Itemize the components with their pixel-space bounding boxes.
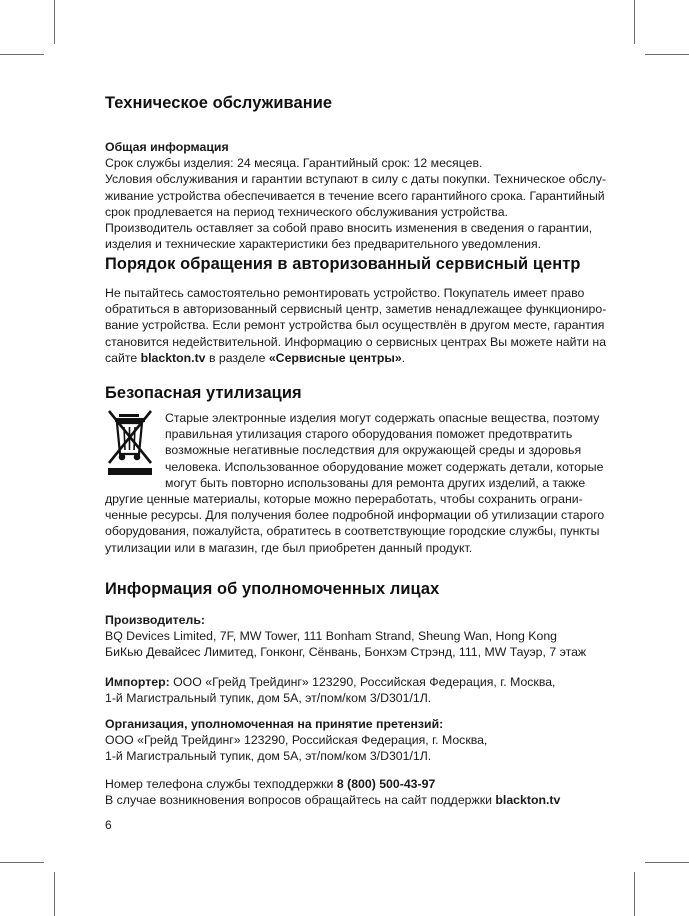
maintenance-section <box>105 94 607 252</box>
paragraph-line: Производитель оставляет за собой право вносить изменения в сведения о гарантии, <box>105 221 593 236</box>
page-number: 6 <box>105 818 112 832</box>
authorized-section <box>105 580 605 808</box>
paragraph-line: вание устройства. Если ремонт устройства был осуществлён в другом месте, гарантия <box>105 318 605 333</box>
crop-mark <box>645 862 689 863</box>
importer-text: ООО «Грейд Трейдинг» 123290, Российская Федерация, г. Москва, <box>169 675 556 689</box>
manufacturer-label: Производитель: <box>105 613 205 627</box>
section-title: Безопасная утилизация <box>105 384 302 402</box>
paragraph-line: возможные негативные последствия для окружающей среды и здоровья <box>165 443 582 458</box>
disposal-section <box>105 384 605 555</box>
paragraph-line: оборудования, пожалуйста, обратитесь в соответствующие городские службы, пункты <box>105 524 600 539</box>
paragraph-line: изделия и технические характеристики без предварительного уведомления. <box>105 237 542 252</box>
service-section <box>105 255 607 365</box>
paragraph-line: BQ Devices Limited, 7F, MW Tower, 111 Bonham Strand, Sheung Wan, Hong Kong <box>105 629 558 644</box>
paragraph-line: Условия обслуживания и гарантии вступают в силу с даты покупки. Техническое обслу- <box>105 172 607 187</box>
paragraph-line: человека. Использованное оборудование может содержать детали, которые <box>165 459 604 474</box>
paragraph-line: 1-й Магистральный тупик, дом 5А, эт/пом/ком 3/D301/1Л. <box>105 749 432 764</box>
paragraph-line: утилизации или в магазин, где был приобретен данный продукт. <box>105 540 473 555</box>
paragraph-line: ченные ресурсы. Для получения более подробной информации об утилизации старого <box>105 508 605 523</box>
section-title: Информация об уполномоченных лицах <box>105 580 440 598</box>
importer-label: Импортер: <box>105 675 170 689</box>
crop-mark <box>634 0 635 44</box>
paragraph-line: другие ценные материалы, которые можно переработать, чтобы сохранить ограни- <box>105 492 583 506</box>
section-subtitle: Общая информация <box>105 140 229 154</box>
line-middle: в разделе <box>205 350 269 365</box>
crop-mark <box>54 0 55 44</box>
paragraph-line: обратиться в авторизованный сервисный центр, заметив ненадлежащее функциониро- <box>105 302 607 317</box>
service-centers-link[interactable]: «Сервисные центры» <box>268 350 402 365</box>
importer-line <box>105 674 555 690</box>
support-website-link[interactable]: blackton.tv <box>495 793 561 808</box>
crop-mark <box>54 872 55 916</box>
paragraph-line: Срок службы изделия: 24 месяца. Гарантийный срок: 12 месяцев. <box>105 156 483 171</box>
paragraph-line: Старые электронные изделия могут содержать опасные вещества, поэтому <box>165 411 600 425</box>
section-title: Порядок обращения в авторизованный сервисный центр <box>105 255 581 273</box>
claims-label: Организация, уполномоченная на принятие претензий: <box>105 717 444 731</box>
crop-mark <box>634 872 635 916</box>
phone-line <box>105 776 560 792</box>
crop-mark <box>0 862 44 863</box>
paragraph-line: становится недействительной. Информацию о сервисных центрах Вы можете найти на <box>105 334 607 349</box>
paragraph-line <box>105 350 606 366</box>
section-title: Техническое обслуживание <box>105 94 333 112</box>
paragraph-line: правильная утилизация старого оборудования поможет предотвратить <box>165 427 573 442</box>
paragraph-line: 1-й Магистральный тупик, дом 5А, эт/пом/ком 3/D301/1Л. <box>105 691 432 706</box>
paragraph-line: живание устройства обеспечивается в течение всего гарантийного срока. Гарантийный <box>105 188 605 203</box>
phone-prefix: Номер телефона службы техподдержки <box>105 777 337 791</box>
support-prefix: В случае возникновения вопросов обращайтесь на сайт поддержки <box>105 793 496 808</box>
support-phone[interactable]: 8 (800) 500-43-97 <box>336 777 436 791</box>
crossed-out-wheelie-bin-icon <box>105 408 155 478</box>
website-link[interactable]: blackton.tv <box>140 350 206 365</box>
crop-mark <box>645 54 689 55</box>
line-prefix: сайте <box>105 350 141 365</box>
crop-mark <box>0 54 44 55</box>
paragraph-line: срок продлевается на период технического обслуживания устройства. <box>105 204 508 219</box>
line-suffix: . <box>401 350 406 365</box>
paragraph-line: могут быть повторно использованы для ремонта других изделий, а также <box>165 475 586 490</box>
paragraph-line: БиКью Девайсес Лимитед, Гонконг, Сёнвань, Бонхэм Стрэнд, 111, MW Тауэр, 7 этаж <box>105 645 587 660</box>
paragraph-line: ООО «Грейд Трейдинг» 123290, Российская Федерация, г. Москва, <box>105 733 488 748</box>
support-line <box>105 792 560 808</box>
paragraph-line: Не пытайтесь самостоятельно ремонтировать устройство. Покупатель имеет право <box>105 286 585 300</box>
